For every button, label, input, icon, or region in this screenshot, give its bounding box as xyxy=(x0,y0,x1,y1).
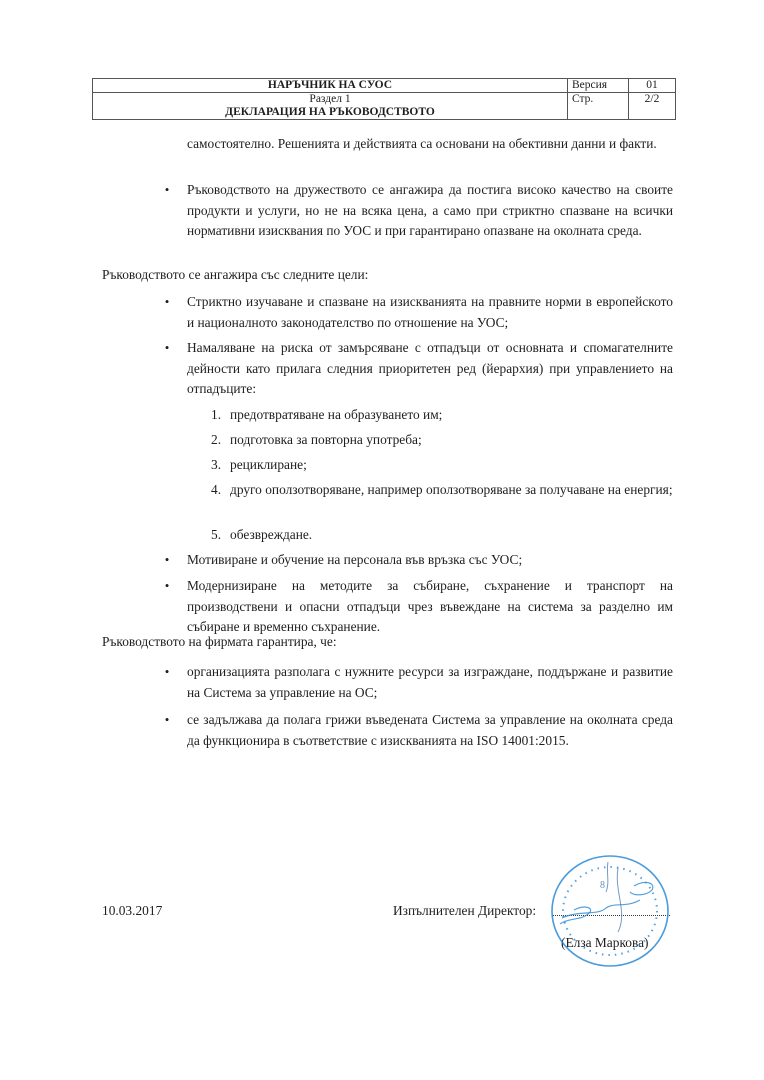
hierarchy-number: 4. xyxy=(211,482,222,497)
bullet-icon: • xyxy=(164,182,170,197)
bullet-icon: • xyxy=(164,712,170,727)
hierarchy-number: 2. xyxy=(211,432,222,447)
section-title: ДЕКЛАРАЦИЯ НА РЪКОВОДСТВОТО xyxy=(225,106,435,118)
bullet-icon: • xyxy=(164,664,170,679)
signature-date: 10.03.2017 xyxy=(102,903,163,918)
svg-text:8: 8 xyxy=(600,880,605,891)
bullet-icon: • xyxy=(164,578,170,593)
guarantee-intro: Ръководството на фирмата гарантира, че: xyxy=(102,634,337,649)
page-label: Стр. xyxy=(568,93,629,120)
page-value: 2/2 xyxy=(629,93,676,120)
signature-role-label: Изпълнителен Директор: xyxy=(393,903,537,918)
version-value: 01 xyxy=(629,79,676,93)
guarantee-item: се задължава да полага грижи въведената Система за управление на околната среда да функционира в съответствие с изискванията на ISO 14001:2015. xyxy=(187,712,673,748)
bullet-icon: • xyxy=(164,294,170,309)
hierarchy-number: 1. xyxy=(211,407,222,422)
hierarchy-item: подготовка за повторна употреба; xyxy=(230,432,422,447)
continuation-paragraph: самостоятелно. Решенията и действията са основани на обективни данни и факти. xyxy=(187,136,657,151)
document-header-table xyxy=(92,78,676,120)
guarantee-item: организацията разполага с нужните ресурси за изграждане, поддържане и развитие на Система за управление на ОС; xyxy=(187,664,673,700)
company-stamp-icon xyxy=(548,852,672,970)
goal-item: Модернизиране на методите за събиране, съхранение и транспорт на производствени и опасни отпадъци чрез въвеждане на система за разделно им събиране и временно съхранение. xyxy=(187,578,673,634)
hierarchy-item: друго оползотворяване, например оползотворяване за получаване на енергия; xyxy=(230,482,673,497)
manual-title: НАРЪЧНИК НА СУОС xyxy=(93,79,568,93)
signatory-name: (Елза Маркова) xyxy=(561,935,649,950)
hierarchy-item: обезвреждане. xyxy=(230,527,313,542)
hierarchy-item: предотвратяване на образуването им; xyxy=(230,407,443,422)
quality-commitment-item: Ръководството на дружеството се ангажира да постига високо качество на своите продукти и услуги, но не на всяка цена, а само при стриктно спазване на всички нормативни изисквания по УОС и при гарантирано опазване на околната среда. xyxy=(187,182,673,238)
goals-intro: Ръководството се ангажира със следните цели: xyxy=(102,267,369,282)
goal-item: Намаляване на риска от замърсяване с отпадъци от основната и спомагателните дейности като прилага следния приоритетен ред (йерархия) при управлението на отпадъците: xyxy=(187,340,673,396)
goal-item: Стриктно изучаване и спазване на изискванията на правните норми в европейското и националното законодателство по отношение на УОС; xyxy=(187,294,673,330)
hierarchy-item: рециклиране; xyxy=(230,457,307,472)
bullet-icon: • xyxy=(164,340,170,355)
goal-item: Мотивиране и обучение на персонала във връзка със УОС; xyxy=(187,552,523,567)
section-cell xyxy=(93,93,568,120)
section-label: Раздел 1 xyxy=(309,93,351,105)
bullet-icon: • xyxy=(164,552,170,567)
hierarchy-number: 5. xyxy=(211,527,222,542)
hierarchy-number: 3. xyxy=(211,457,222,472)
version-label: Версия xyxy=(568,79,629,93)
